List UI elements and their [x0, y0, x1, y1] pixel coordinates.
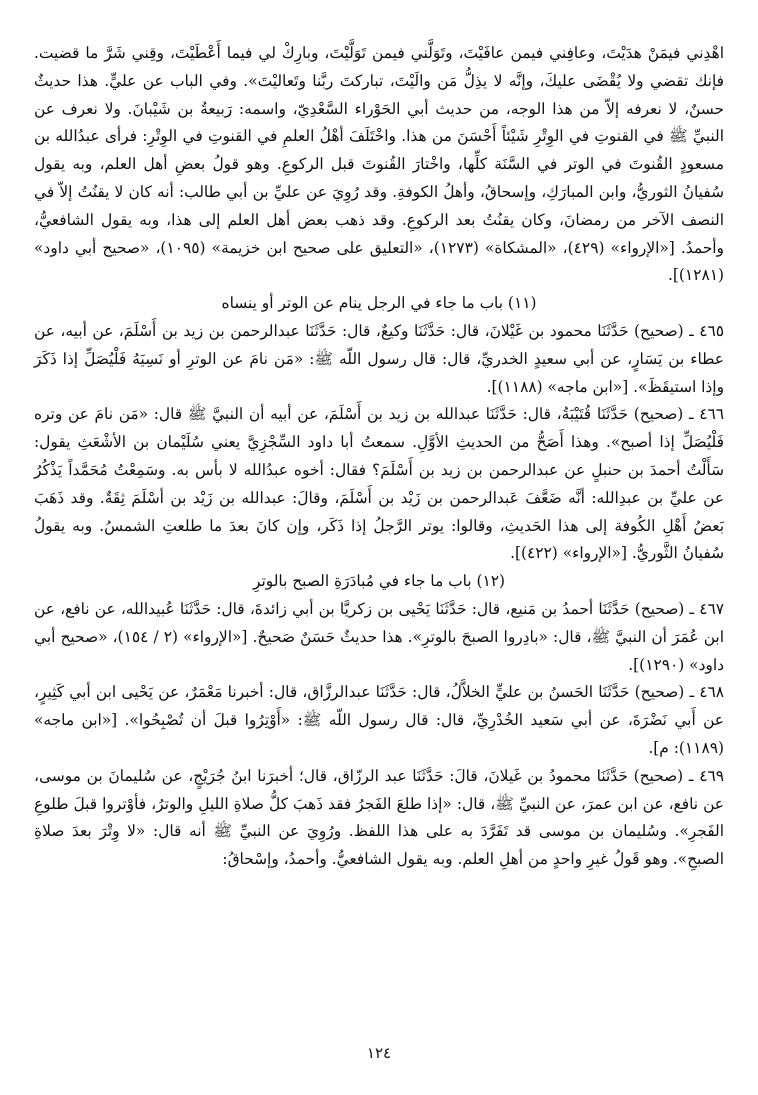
- commentary-paragraph: اهْدِني فيمَنْ هدَيْتَ، وعافِني فيمن عافَيْتَ، وتَوَلَّني فيمن تَوَلَّيْتَ، وبارِكْ لي فيما أَعْطَيْتَ، وقِني شَرَّ ما قضيت. فإنك تقضي ولا يُقْضَى عليكَ، وإنَّه لا يذِلُّ مَن والَيْتَ، تباركتَ ربَّنا وتَعاليْتَ». وفي الباب عن عليٍّ. هذا حديثٌ حسنٌ، لا نعرفه إلاّ من هذا الوجه، من حديث أبي الحَوْراء السَّعْدِيّ، واسمه: رَبيعةُ بن شَيْبانَ. ولا نعرف عن النبيِّ ﷺ في القنوتِ في الوِتْرِ شَيْئاً أَحْسَنَ من هذا. واخْتَلَفَ أهْلُ العلمِ في القنوتِ في الوِتْرِ: فرأى عبدُالله بن مسعودٍ القُنوتَ في الوتر في السَّنَة كلِّها، واخْتارَ القُنوتَ قبل الركوعِ. وهو قولُ بعضِ أهل العلم، وبه يقول سُفيانُ الثوريُّ، وابن المبارَكِ، وإسحاقُ، وأهلُ الكوفةِ. وقد رُوِيَ عن عليِّ بن أبي طالب: أنه كان لا يقنُتُ إلاّ في النصف الآخر من رمضانَ، وكان يقنُتُ بعد الركوعِ. وقد ذهب بعض أهل العلم إلى هذا، وبه يقول الشافعيُّ، وأحمدُ. [«الإرواء» (٤٢٩)، «المشكاة» (١٢٧٣)، «التعليق على صحيح ابن خزيمة» (١٠٩٥)، «صحيح أبي داود» (١٢٨١)].: [34, 44, 724, 285]
- page-number: ١٢٤: [366, 1044, 392, 1062]
- hadith-467: ٤٦٧ ـ (صحيح) حَدَّثَنَا أحمدُ بن مَنيع، قال: حَدَّثَنَا يَحْيى بن زكريَّا بن أبي زائدةَ، قال: حَدَّثَنَا عُبيدالله، عن نافع، عن ابن عُمَرَ أن النبيَّ ﷺ، قال: «بادِروا الصبحَ بالوترِ». هذا حديثٌ حَسَنٌ صَحيحٌ. [«الإرواء» (٢ / ١٥٤)، «صحيح أبي داود» (١٢٩٠)].: [34, 599, 724, 674]
- chapter-heading-11: (١١) باب ما جاء في الرجل ينام عن الوتر أو ينساه: [221, 294, 537, 313]
- chapter-heading-12: (١٢) باب ما جاء في مُبادَرَةِ الصبح بالوترِ: [252, 572, 506, 591]
- hadith-469: ٤٦٩ ـ (صحيح) حَدَّثَنَا محمودُ بن غَيلانَ، قالَ: حَدَّثَنَا عبد الرزّاق، قال؛ أخبرَنا ابنُ جُرَيْجٍ، عن سُليمانَ بن موسى، عن نافع، عن ابن عمرَ، عن النبيِّ ﷺ، قال: «إذا طلعَ الفَجرُ فقد ذَهبَ كلُّ صلاةِ الليلِ والوترُ، فأوْتروا قبلَ طلوعِ الفَجرِ». وسُليمان بن موسى قد تَفَرَّدَ به على هذا اللفظ. ورُوِيَ عن النبيِّ ﷺ أنه قال: «لا وِتْرَ بعدَ صلاةِ الصبحِ». وهو قَولُ غيرِ واحدٍ من أهلِ العلم. وبه يقول الشافعيُّ. وأحمدُ، وإسْحاقُ:: [34, 766, 724, 869]
- hadith-465: ٤٦٥ ـ (صحيح) حَدَّثَنَا محمود بن غَيْلانَ، قال: حَدَّثَنَا وكيعٌ، قال: حَدَّثَنَا عبدالرحمن بن زيد بن أَسْلَمَ، عن أبيه، عن عطاء بن يَسَارٍ، عن أبي سعيدٍ الخدريِّ، قال: قال رسول اللّه ﷺ: «مَن نامَ عن الوترِ أو نَسِيَهُ فَلْيُصَلِّ إذا ذَكَرَ وإذا استيقَظَ». [«ابن ماجه» (١١٨٨)].: [34, 321, 724, 396]
- page-content: [34, 40, 724, 874]
- hadith-466: ٤٦٦ ـ (صحيح) حَدَّثَنَا قُتَيْبَةُ، قال: حَدَّثَنَا عبدالله بن زيد بن أَسْلَمَ، عن أبيه أن النبيَّ ﷺ قال: «مَن نامَ عن وتره فَلْيُصَلِّ إذا أصبح». وهذا أَصَحُّ من الحديثِ الأوَّلِ. سمعتُ أبا داود السِّجْزِيَّ يعني سُلَيْمان بن الأشْعَثِ يقول: سَأَلْتُ أحمدَ بن حنبلٍ عن عبدالرحمن بن زيد بن أَسْلَمَ؟ فقال: أخوه عبدُالله لا بأس به. وسَمِعْتُ مُحَمَّداً يَذْكُرُ عن عليِّ بن عبدِالله: أنَّه ضَعَّفَ عَبدالرحمن بن زَيْد بن أَسْلَمَ، وقالَ: عبدالله بن زَيْد بن أسْلَمَ ثِقَةٌ. وقد ذَهَبَ بَعضُ أَهْلِ الكُوفة إلى هذا الحَديثِ، وقالوا: يوتر الرَّجلُ إذا ذَكَر، وإن كانَ بعدَ ما طلعتِ الشمسُ. وبه يقولُ سُفيانُ الثَّوريُّ. [«الإرواء» (٤٢٢)].: [34, 405, 724, 563]
- hadith-468: ٤٦٨ ـ (صحيح) حَدَّثَنَا الحَسنُ بن عليٍّ الخلاَّلُ، قال: حَدَّثَنَا عبدالرزَّاق، قال: أخبرنا مَعْمَرٌ، عن يَحْيى ابن أبي كَثِيرٍ، عن أَبي نَضْرَةَ، عن أبي سَعيد الخُدْرِيِّ، قال: قال رسول اللّه ﷺ: «أَوْتِرُوا قبلَ أن تُصْبِحُوا». [«ابن ماجه» (١١٨٩): م].: [34, 683, 724, 757]
